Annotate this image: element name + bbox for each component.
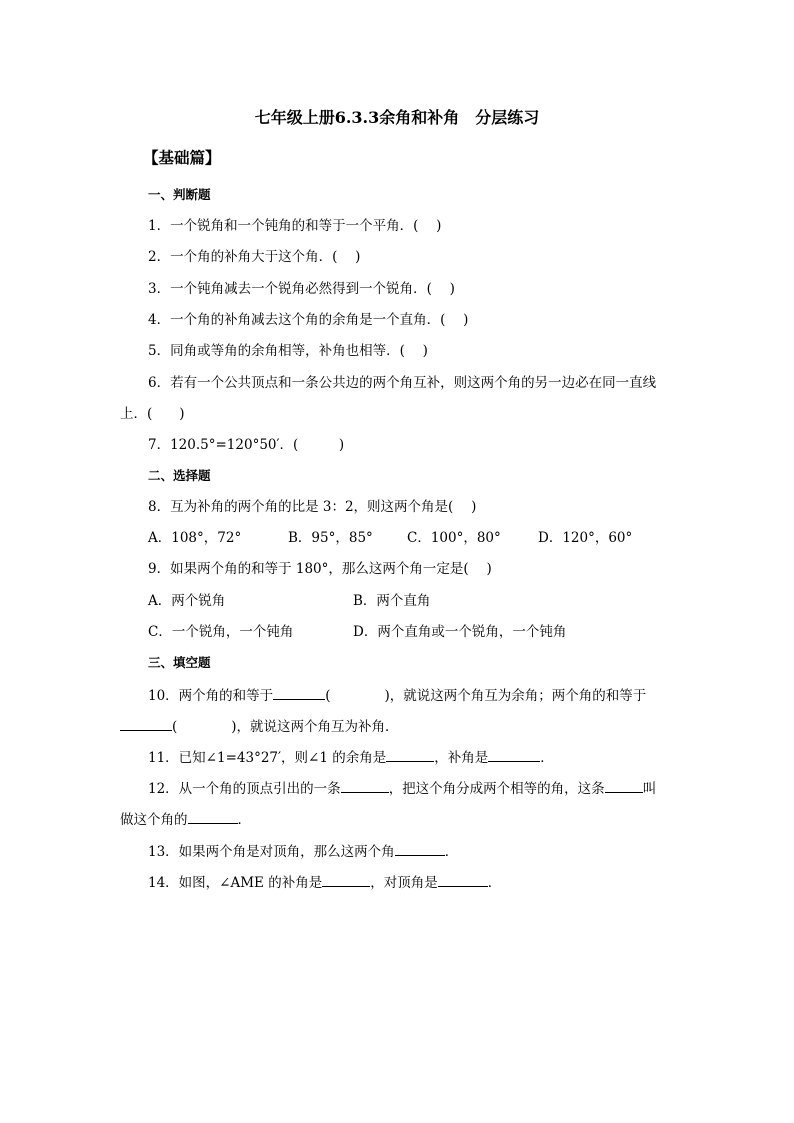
option-8c: C．100°，80°	[407, 530, 501, 546]
option-8b: B．95°，85°	[288, 530, 373, 546]
option-8a: A．108°，72°	[148, 530, 242, 546]
q12-text-5: ．	[237, 812, 251, 828]
part2-heading: 二、选择题	[148, 468, 211, 483]
q14-text-2: ，对顶角是	[370, 875, 438, 891]
question-14	[148, 873, 501, 892]
q13-text-2: ．	[444, 844, 459, 860]
q11-text-3: ．	[540, 750, 554, 766]
q12-text-3: 叫	[642, 781, 657, 797]
answer-blank[interactable]	[488, 748, 540, 762]
answer-blank[interactable]	[341, 779, 389, 793]
question-8: 8．互为补角的两个角的比是 3：2，则这两个角是( )	[148, 499, 477, 515]
option-9a: A．两个锐角	[148, 593, 226, 609]
answer-blank[interactable]	[438, 873, 488, 887]
q11-text-2: ，补角是	[434, 750, 489, 766]
part1-heading: 一、判断题	[148, 187, 211, 202]
q10-text-1: 10．两个角的和等于	[148, 688, 274, 704]
question-5: 5．同角或等角的余角相等，补角也相等．( )	[148, 343, 428, 359]
q12-text-4: 做这个角的	[120, 812, 188, 828]
q14-text-3: ．	[487, 875, 502, 891]
page-title: 七年级上册6.3.3余角和补角 分层练习	[254, 108, 540, 127]
option-8d: D．120°，60°	[538, 530, 633, 546]
question-1: 1．一个锐角和一个钝角的和等于一个平角．( )	[148, 218, 442, 234]
question-2: 2．一个角的补角大于这个角．( )	[148, 249, 361, 265]
q14-text-1: 14．如图，∠AME 的补角是	[148, 875, 323, 891]
section-heading: 【基础篇】	[143, 148, 221, 167]
question-11	[148, 748, 554, 767]
q10-text-2: ( )，就说这两个角互为余角；两个角的和等于	[325, 688, 647, 704]
question-13	[148, 842, 458, 861]
answer-blank[interactable]	[395, 842, 445, 856]
question-4: 4．一个角的补角减去这个角的余角是一个直角．( )	[148, 312, 469, 328]
question-3: 3．一个钝角减去一个锐角必然得到一个锐角．( )	[148, 281, 455, 297]
answer-blank[interactable]	[605, 779, 643, 793]
q12-text-1: 12．从一个角的顶点引出的一条	[148, 781, 341, 797]
option-9d: D．两个直角或一个锐角，一个钝角	[353, 624, 567, 640]
q11-text-1: 11．已知∠1=43°27′，则∠1 的余角是	[148, 750, 387, 766]
question-12-line1	[148, 779, 656, 798]
q12-text-2: ，把这个角分成两个相等的角，这条	[388, 781, 605, 797]
answer-blank[interactable]	[120, 717, 172, 731]
question-7: 7．120.5°=120°50′．( )	[148, 437, 345, 453]
question-10-line1	[148, 686, 646, 705]
q10-text-3: ( )，就说这两个角互为补角．	[172, 719, 399, 735]
answer-blank[interactable]	[386, 748, 434, 762]
question-10-line2	[120, 717, 399, 736]
answer-blank[interactable]	[273, 686, 325, 700]
part3-heading: 三、填空题	[148, 655, 211, 670]
answer-blank[interactable]	[188, 810, 238, 824]
question-12-line2	[120, 810, 251, 829]
option-9c: C．一个锐角，一个钝角	[148, 624, 294, 640]
q13-text-1: 13．如果两个角是对顶角，那么这两个角	[148, 844, 395, 860]
option-9b: B．两个直角	[353, 593, 431, 609]
question-6-line2: 上．( )	[120, 406, 185, 422]
question-6-line1: 6．若有一个公共顶点和一条公共边的两个角互补，则这两个角的另一边必在同一直线	[148, 375, 657, 391]
question-9: 9．如果两个角的和等于 180°，那么这两个角一定是( )	[148, 561, 492, 577]
answer-blank[interactable]	[322, 873, 370, 887]
